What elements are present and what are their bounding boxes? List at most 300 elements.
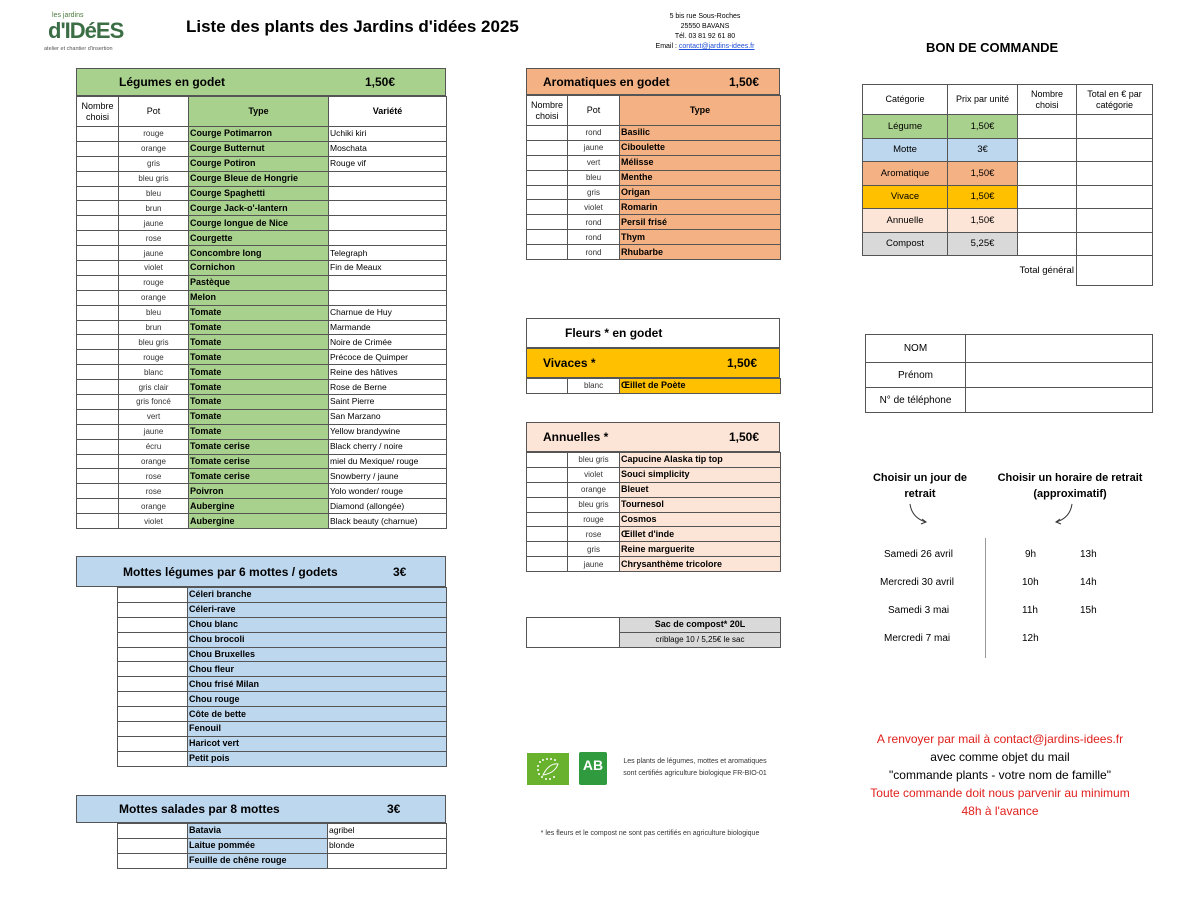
- plant-type: Tomate cerise: [189, 454, 329, 469]
- plant-variety: Fin de Meaux: [329, 261, 447, 276]
- motte-row: [118, 751, 447, 766]
- pot-color: jaune: [568, 557, 620, 572]
- legumes-header: [76, 68, 446, 96]
- plant-variety: Noire de Crimée: [329, 335, 447, 350]
- mottes-legumes-table: [117, 587, 447, 767]
- pot-color: orange: [568, 482, 620, 497]
- plant-variety: Yolo wonder/ rouge: [329, 484, 447, 499]
- pot-color: vert: [119, 409, 189, 424]
- recap-category: Annuelle: [863, 209, 948, 233]
- recap-blank: [863, 256, 948, 286]
- quantity-cell[interactable]: [77, 320, 119, 335]
- recap-unit-price: 1,50€: [948, 162, 1018, 186]
- aromatique-row: [527, 155, 781, 170]
- quantity-cell[interactable]: [77, 261, 119, 276]
- quantity-cell[interactable]: [77, 186, 119, 201]
- logo-small-text: les jardins: [52, 12, 84, 19]
- recap-total-cell[interactable]: [1077, 209, 1153, 233]
- aromatique-row: [527, 230, 781, 245]
- plant-type: Batavia: [188, 824, 328, 839]
- quantity-cell[interactable]: [77, 439, 119, 454]
- mottes-salades-table: [117, 823, 447, 869]
- quantity-cell[interactable]: [527, 155, 568, 170]
- address-line: 5 bis rue Sous-Roches: [669, 13, 741, 20]
- plant-variety: [329, 186, 447, 201]
- mottes-salades-title: Mottes salades par 8 mottes: [119, 802, 280, 816]
- quantity-cell[interactable]: [118, 853, 188, 868]
- compost-title: Sac de compost* 20L: [620, 618, 781, 633]
- quantity-cell[interactable]: [527, 527, 568, 542]
- quantity-cell[interactable]: [118, 838, 188, 853]
- legume-row: [77, 335, 447, 350]
- plant-type: Poivron: [189, 484, 329, 499]
- col-type: Type: [189, 97, 329, 127]
- plant-type: Bleuet: [620, 482, 781, 497]
- quantity-cell[interactable]: [77, 469, 119, 484]
- quantity-cell[interactable]: [77, 171, 119, 186]
- recap-total-cell[interactable]: [1077, 232, 1153, 256]
- pot-color: rouge: [568, 512, 620, 527]
- pot-color: orange: [119, 290, 189, 305]
- recap-quantity-cell[interactable]: [1018, 209, 1077, 233]
- recap-unit-price: 1,50€: [948, 115, 1018, 139]
- divider: [985, 538, 986, 658]
- quantity-cell[interactable]: [118, 707, 188, 722]
- recap-quantity-cell[interactable]: [1018, 162, 1077, 186]
- pot-color: gris clair: [119, 380, 189, 395]
- plant-type: Thym: [620, 230, 781, 245]
- legume-row: [77, 127, 447, 142]
- salade-row: [118, 853, 447, 868]
- pot-color: jaune: [119, 216, 189, 231]
- pot-color: rouge: [119, 275, 189, 290]
- curved-arrow-icon: [1050, 502, 1076, 526]
- motte-row: [118, 602, 447, 617]
- pot-color: gris: [568, 185, 620, 200]
- compost-quantity-cell[interactable]: [527, 618, 620, 648]
- quantity-cell[interactable]: [118, 602, 188, 617]
- pot-color: orange: [119, 499, 189, 514]
- plant-type: Tomate: [189, 365, 329, 380]
- pot-color: violet: [119, 261, 189, 276]
- recap-row: [863, 115, 1153, 139]
- plant-variety: [329, 171, 447, 186]
- plant-variety: blonde: [328, 838, 447, 853]
- pot-color: jaune: [119, 424, 189, 439]
- logo: [44, 12, 134, 57]
- vivaces-table: [526, 378, 781, 394]
- pot-color: bleu gris: [119, 171, 189, 186]
- col-pot: Pot: [119, 97, 189, 127]
- vivaces-price: 1,50€: [727, 356, 758, 370]
- email-label: Email :: [655, 43, 679, 50]
- quantity-cell[interactable]: [77, 395, 119, 410]
- plant-type: Cornichon: [189, 261, 329, 276]
- quantity-cell[interactable]: [527, 497, 568, 512]
- quantity-cell[interactable]: [77, 216, 119, 231]
- quantity-cell[interactable]: [77, 305, 119, 320]
- recap-category: Vivace: [863, 185, 948, 209]
- legume-row: [77, 484, 447, 499]
- recap-total-cell[interactable]: [1077, 138, 1153, 162]
- pot-color: gris: [119, 156, 189, 171]
- quantity-cell[interactable]: [527, 512, 568, 527]
- quantity-cell[interactable]: [77, 141, 119, 156]
- compost-row: [527, 618, 781, 633]
- quantity-cell[interactable]: [527, 200, 568, 215]
- col-nombre: Nombre choisi: [77, 97, 119, 127]
- recap-total-cell[interactable]: [1077, 115, 1153, 139]
- ab-logo: [579, 752, 607, 785]
- plant-type: Aubergine: [189, 499, 329, 514]
- plant-variety: Moschata: [329, 141, 447, 156]
- quantity-cell[interactable]: [77, 380, 119, 395]
- quantity-cell[interactable]: [527, 126, 568, 141]
- pot-color: gris: [568, 542, 620, 557]
- recap-category: Légume: [863, 115, 948, 139]
- plant-type: Chou blanc: [188, 617, 447, 632]
- pickup-hour[interactable]: 10h: [1022, 577, 1039, 588]
- plant-variety: [329, 275, 447, 290]
- quantity-cell[interactable]: [77, 246, 119, 261]
- aromatique-row: [527, 215, 781, 230]
- pickup-hour[interactable]: 12h: [1022, 633, 1039, 644]
- plant-type: Persil frisé: [620, 215, 781, 230]
- mottes-legumes-title: Mottes légumes par 6 mottes / godets: [123, 564, 338, 579]
- legume-row: [77, 261, 447, 276]
- legumes-price: 1,50€: [365, 75, 396, 89]
- pot-color: écru: [119, 439, 189, 454]
- legumes-title: Légumes en godet: [119, 75, 226, 89]
- plant-variety: Telegraph: [329, 246, 447, 261]
- pickup-hour[interactable]: 15h: [1080, 605, 1097, 616]
- email-link[interactable]: contact@jardins-idees.fr: [678, 43, 755, 50]
- motte-row: [118, 692, 447, 707]
- logo-main-text: d'IDéES: [48, 18, 124, 43]
- recap-row: [863, 185, 1153, 209]
- quantity-cell[interactable]: [77, 454, 119, 469]
- quantity-cell[interactable]: [77, 156, 119, 171]
- motte-row: [118, 722, 447, 737]
- legume-row: [77, 201, 447, 216]
- address-block: [620, 12, 790, 52]
- pot-color: vert: [568, 155, 620, 170]
- recap-row: [863, 162, 1153, 186]
- quantity-cell[interactable]: [527, 482, 568, 497]
- plant-type: Tomate: [189, 395, 329, 410]
- pickup-day[interactable]: Mercredi 30 avril: [880, 577, 954, 588]
- recap-quantity-cell[interactable]: [1018, 185, 1077, 209]
- nom-field[interactable]: [966, 335, 1153, 363]
- pickup-day[interactable]: Mercredi 7 mai: [884, 633, 951, 644]
- instruction-line: A renvoyer par mail à contact@jardins-idees.fr: [876, 732, 1124, 746]
- pot-color: orange: [119, 141, 189, 156]
- quantity-cell[interactable]: [118, 722, 188, 737]
- aromatique-row: [527, 126, 781, 141]
- plant-variety: [329, 231, 447, 246]
- aromatique-row: [527, 185, 781, 200]
- quantity-cell[interactable]: [118, 677, 188, 692]
- plant-type: Tomate cerise: [189, 469, 329, 484]
- quantity-cell[interactable]: [118, 824, 188, 839]
- col-categorie: Catégorie: [863, 85, 948, 115]
- pickup-hour[interactable]: 11h: [1022, 605, 1038, 616]
- quantity-cell[interactable]: [527, 557, 568, 572]
- pot-color: bleu: [119, 186, 189, 201]
- plant-type: Haricot vert: [188, 736, 447, 751]
- plant-type: Aubergine: [189, 514, 329, 529]
- plant-type: Chou Bruxelles: [188, 647, 447, 662]
- pot-color: rond: [568, 230, 620, 245]
- plant-variety: Précoce de Quimper: [329, 350, 447, 365]
- plant-type: Cosmos: [620, 512, 781, 527]
- address-line: 25550 BAVANS: [680, 23, 730, 30]
- vivaces-title: Vivaces *: [543, 356, 596, 370]
- day-choice-label: Choisir un jour de retrait: [872, 472, 968, 500]
- quantity-cell[interactable]: [527, 230, 568, 245]
- curved-arrow-icon: [906, 502, 932, 526]
- plant-type: Feuille de chêne rouge: [188, 853, 328, 868]
- plant-variety: agribel: [328, 824, 447, 839]
- footnote: * les fleurs et le compost ne sont pas certifiés en agriculture biologique: [540, 830, 760, 837]
- quantity-cell[interactable]: [77, 514, 119, 529]
- plant-variety: Black beauty (charnue): [329, 514, 447, 529]
- plant-type: Capucine Alaska tip top: [620, 453, 781, 468]
- legume-row: [77, 231, 447, 246]
- pot-color: orange: [119, 454, 189, 469]
- plant-type: Œillet de Poète: [620, 379, 781, 394]
- legume-row: [77, 320, 447, 335]
- legume-row: [77, 469, 447, 484]
- col-nombre: Nombre choisi: [527, 96, 568, 126]
- fleurs-title: Fleurs * en godet: [565, 326, 663, 340]
- pot-color: bleu: [119, 305, 189, 320]
- fleurs-header: [526, 318, 780, 348]
- plant-type: Tomate: [189, 424, 329, 439]
- quantity-cell[interactable]: [118, 736, 188, 751]
- pot-color: rond: [568, 126, 620, 141]
- plant-type: Tomate: [189, 305, 329, 320]
- recap-total-cell[interactable]: [1077, 185, 1153, 209]
- plant-variety: Snowberry / jaune: [329, 469, 447, 484]
- plant-type: Tomate: [189, 350, 329, 365]
- salade-row: [118, 824, 447, 839]
- motte-row: [118, 632, 447, 647]
- motte-row: [118, 736, 447, 751]
- quantity-cell[interactable]: [118, 692, 188, 707]
- pot-color: violet: [568, 200, 620, 215]
- annuelle-row: [527, 467, 781, 482]
- pickup-day[interactable]: Samedi 26 avril: [884, 549, 953, 560]
- identity-row-telephone: [866, 388, 1153, 413]
- recap-quantity-cell[interactable]: [1018, 138, 1077, 162]
- quantity-cell[interactable]: [527, 453, 568, 468]
- quantity-cell[interactable]: [77, 275, 119, 290]
- quantity-cell[interactable]: [527, 379, 568, 394]
- telephone-field[interactable]: [966, 388, 1153, 413]
- instructions-block: [840, 730, 1160, 820]
- plant-type: Courge longue de Nice: [189, 216, 329, 231]
- recap-total-cell[interactable]: [1077, 162, 1153, 186]
- plant-type: Courgette: [189, 231, 329, 246]
- mottes-legumes-price: 3€: [393, 564, 407, 579]
- identity-row-nom: [866, 335, 1153, 363]
- pot-color: rose: [119, 469, 189, 484]
- quantity-cell[interactable]: [77, 365, 119, 380]
- col-pot: Pot: [568, 96, 620, 126]
- plant-type: Basilic: [620, 126, 781, 141]
- recap-unit-price: 5,25€: [948, 232, 1018, 256]
- pot-color: rose: [119, 231, 189, 246]
- ab-logo-text: AB: [582, 757, 604, 773]
- quantity-cell[interactable]: [118, 647, 188, 662]
- mottes-salades-price: 3€: [387, 802, 401, 816]
- plant-type: Mélisse: [620, 155, 781, 170]
- recap-blank: [948, 256, 1018, 286]
- plant-type: Menthe: [620, 170, 781, 185]
- pot-color: brun: [119, 320, 189, 335]
- quantity-cell[interactable]: [118, 751, 188, 766]
- quantity-cell[interactable]: [527, 185, 568, 200]
- recap-unit-price: 1,50€: [948, 209, 1018, 233]
- plant-variety: Rouge vif: [329, 156, 447, 171]
- quantity-cell[interactable]: [77, 484, 119, 499]
- page-title: Liste des plants des Jardins d'idées 2025: [186, 17, 519, 36]
- plant-type: Origan: [620, 185, 781, 200]
- quantity-cell[interactable]: [527, 215, 568, 230]
- quantity-cell[interactable]: [527, 542, 568, 557]
- total-label: Total général: [1019, 264, 1074, 276]
- recap-row: [863, 232, 1153, 256]
- aromatiques-header: [526, 68, 780, 95]
- plant-type: Rhubarbe: [620, 245, 781, 260]
- quantity-cell[interactable]: [527, 467, 568, 482]
- pickup-hour[interactable]: 13h: [1080, 549, 1097, 560]
- plant-type: Chou frisé Milan: [188, 677, 447, 692]
- plant-variety: [329, 216, 447, 231]
- quantity-cell[interactable]: [77, 335, 119, 350]
- quantity-cell[interactable]: [118, 617, 188, 632]
- plant-type: Laitue pommée: [188, 838, 328, 853]
- annuelle-row: [527, 542, 781, 557]
- quantity-cell[interactable]: [118, 588, 188, 603]
- plant-type: Fenouil: [188, 722, 447, 737]
- aromatique-row: [527, 200, 781, 215]
- quantity-cell[interactable]: [77, 409, 119, 424]
- pot-color: jaune: [119, 246, 189, 261]
- annuelle-row: [527, 497, 781, 512]
- identity-table: [865, 334, 1153, 413]
- salade-row: [118, 838, 447, 853]
- recap-unit-price: 1,50€: [948, 185, 1018, 209]
- recap-quantity-cell[interactable]: [1018, 232, 1077, 256]
- address-line: Tél. 03 81 92 61 80: [674, 33, 736, 40]
- legume-row: [77, 499, 447, 514]
- legume-row: [77, 380, 447, 395]
- quantity-cell[interactable]: [77, 290, 119, 305]
- annuelle-row: [527, 527, 781, 542]
- legume-row: [77, 424, 447, 439]
- instruction-line: Toute commande doit nous parvenir au minimum: [870, 786, 1130, 800]
- quantity-cell[interactable]: [527, 245, 568, 260]
- pot-color: violet: [568, 467, 620, 482]
- pot-color: gris foncé: [119, 395, 189, 410]
- legume-row: [77, 216, 447, 231]
- vivace-row: [527, 379, 781, 394]
- quantity-cell[interactable]: [77, 127, 119, 142]
- plant-variety: Uchiki kiri: [329, 127, 447, 142]
- logo-sub-text: atelier et chantier d'insertion: [44, 46, 113, 52]
- telephone-label: N° de téléphone: [866, 388, 966, 413]
- instruction-line: "commande plants - votre nom de famille": [889, 768, 1111, 782]
- annuelles-title: Annuelles *: [543, 430, 609, 444]
- vivaces-header: [526, 348, 780, 378]
- legume-row: [77, 514, 447, 529]
- legume-row: [77, 439, 447, 454]
- pickup-hour[interactable]: 14h: [1080, 577, 1097, 588]
- total-value-cell[interactable]: [1077, 256, 1153, 286]
- motte-row: [118, 588, 447, 603]
- quantity-cell[interactable]: [77, 499, 119, 514]
- plant-type: Tomate: [189, 335, 329, 350]
- recap-table: [862, 84, 1153, 286]
- legume-row: [77, 409, 447, 424]
- quantity-cell[interactable]: [77, 201, 119, 216]
- quantity-cell[interactable]: [118, 662, 188, 677]
- quantity-cell[interactable]: [118, 632, 188, 647]
- plant-type: Tournesol: [620, 497, 781, 512]
- pickup-hour[interactable]: 9h: [1025, 549, 1037, 560]
- quantity-cell[interactable]: [527, 170, 568, 185]
- col-nombre: Nombre choisi: [1018, 85, 1077, 115]
- quantity-cell[interactable]: [77, 424, 119, 439]
- quantity-cell[interactable]: [527, 140, 568, 155]
- plant-type: Petit pois: [188, 751, 447, 766]
- col-total: Total en € par catégorie: [1077, 85, 1153, 115]
- instruction-line: avec comme objet du mail: [930, 750, 1070, 764]
- pot-color: jaune: [568, 140, 620, 155]
- plant-variety: Charnue de Huy: [329, 305, 447, 320]
- quantity-cell[interactable]: [77, 350, 119, 365]
- pot-color: violet: [119, 514, 189, 529]
- recap-category: Compost: [863, 232, 948, 256]
- legume-row: [77, 246, 447, 261]
- legume-row: [77, 454, 447, 469]
- col-variete: Variété: [329, 97, 447, 127]
- plant-variety: Rose de Berne: [329, 380, 447, 395]
- pot-color: rond: [568, 245, 620, 260]
- plant-variety: [328, 853, 447, 868]
- quantity-cell[interactable]: [77, 231, 119, 246]
- plant-type: Chou brocoli: [188, 632, 447, 647]
- plant-type: Chou rouge: [188, 692, 447, 707]
- plant-type: Courge Jack-o'-lantern: [189, 201, 329, 216]
- pot-color: rose: [568, 527, 620, 542]
- col-prix: Prix par unité: [948, 85, 1018, 115]
- recap-quantity-cell[interactable]: [1018, 115, 1077, 139]
- compost-table: [526, 617, 781, 648]
- mottes-legumes-header: [76, 556, 446, 587]
- aromatiques-title: Aromatiques en godet: [543, 74, 670, 89]
- pot-color: rouge: [119, 127, 189, 142]
- pickup-day[interactable]: Samedi 3 mai: [888, 605, 950, 616]
- prenom-field[interactable]: [966, 363, 1153, 388]
- instruction-line: 48h à l'avance: [961, 804, 1039, 818]
- motte-row: [118, 647, 447, 662]
- legume-row: [77, 395, 447, 410]
- prenom-label: Prénom: [866, 363, 966, 388]
- recap-column-header: [863, 85, 1153, 115]
